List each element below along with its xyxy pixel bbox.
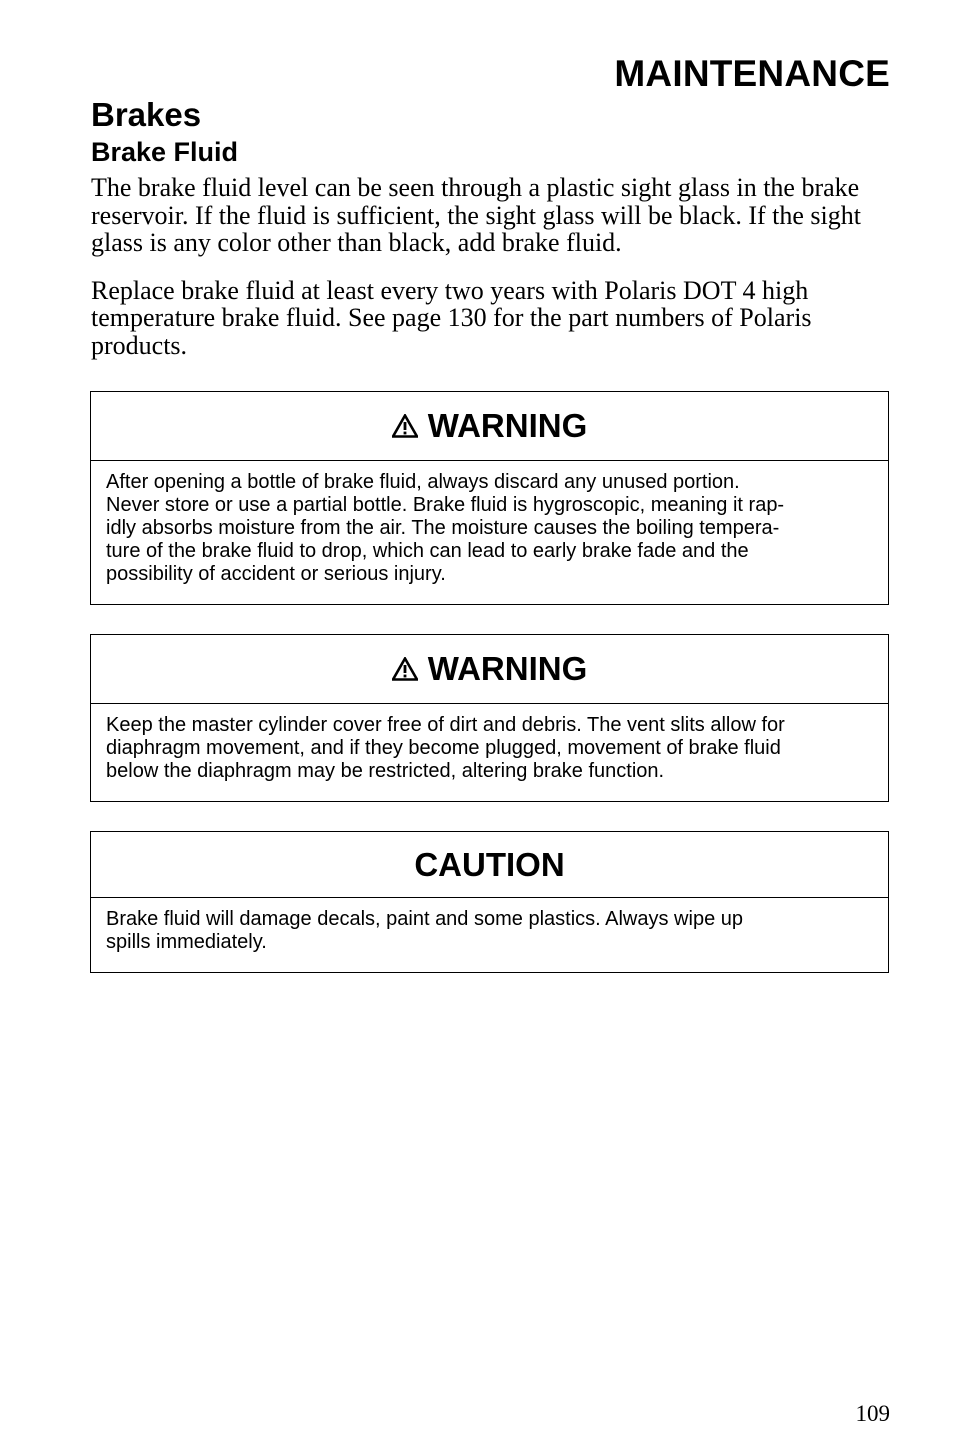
warning-box (90, 391, 889, 605)
text-line: idly absorbs moisture from the air. The moisture causes the boiling tempera- (106, 517, 780, 539)
paragraph: Replace brake fluid at least every two years with Polaris DOT 4 high temperature brake fluid. See page 130 for the part numbers of Polaris products. (91, 275, 812, 360)
warning-label: WARNING (427, 650, 588, 687)
warning-heading (91, 392, 888, 461)
main-content (91, 94, 891, 359)
warning-text (91, 704, 888, 783)
subsection-title: Brake Fluid (91, 137, 239, 167)
warning-heading (91, 635, 888, 704)
text-line: Brake fluid will damage decals, paint and some plastics. Always wipe up (106, 908, 743, 930)
text-line: Never store or use a partial bottle. Brake fluid is hygroscopic, meaning it rap- (106, 494, 785, 516)
page-number: 109 (855, 1401, 890, 1426)
caution-heading (91, 832, 888, 898)
warning-triangle-icon (392, 414, 418, 438)
text-line: diaphragm movement, and if they become plugged, movement of brake fluid (106, 737, 781, 759)
warning-label: WARNING (427, 407, 588, 444)
paragraph: The brake fluid level can be seen through a plastic sight glass in the brake reservoir. If the fluid is sufficient, the sight glass will be black. If the sight glass is any color other than black, add brake fluid. (91, 173, 861, 257)
caution-text (91, 898, 888, 954)
warning-text (91, 461, 888, 586)
caution-box (90, 831, 889, 973)
text-line: possibility of accident or serious injury. (106, 563, 446, 585)
section-header: MAINTENANCE (614, 53, 890, 94)
text-line: After opening a bottle of brake fluid, always discard any unused portion. (106, 471, 740, 493)
text-line: ture of the brake fluid to drop, which can lead to early brake fade and the (106, 540, 749, 562)
caution-label: CAUTION (414, 845, 565, 883)
page-title: Brakes (91, 96, 202, 133)
text-line: below the diaphragm may be restricted, altering brake function. (106, 760, 665, 782)
text-line: Keep the master cylinder cover free of dirt and debris. The vent slits allow for (106, 714, 785, 736)
warning-triangle-icon (392, 657, 418, 681)
text-line: spills immediately. (106, 931, 267, 953)
warning-box (90, 634, 889, 802)
